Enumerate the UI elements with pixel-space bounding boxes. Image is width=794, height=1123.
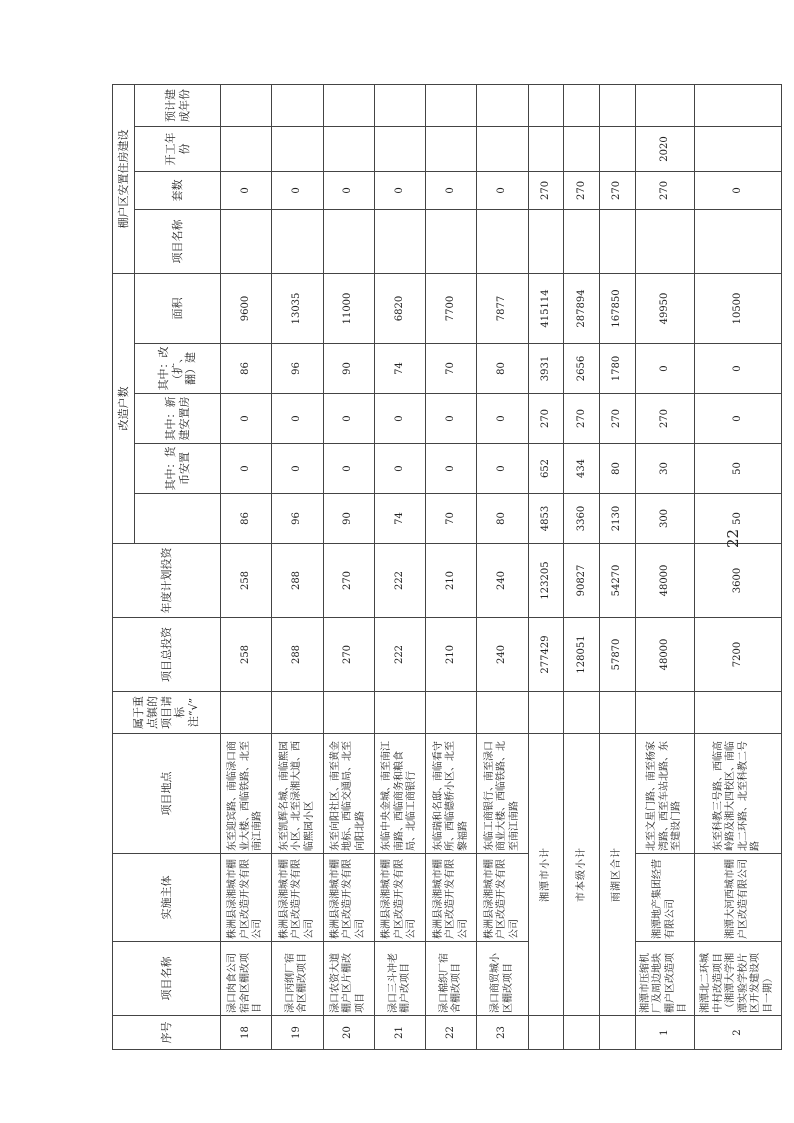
cell-location: 东临瑞和名邸、南临看守所、西临德桥小区、北至黎福路 bbox=[426, 734, 477, 854]
cell-area: 9600 bbox=[221, 273, 272, 343]
cell-total: 240 bbox=[477, 618, 528, 692]
cell-finish-year bbox=[635, 84, 694, 126]
subtotal-sets: 270 bbox=[528, 171, 564, 209]
cell-seq: 21 bbox=[374, 1016, 425, 1050]
subtotal-label: 市本级小计 bbox=[564, 734, 600, 1016]
cell-new-build: 0 bbox=[426, 394, 477, 444]
subtotal-annual: 90827 bbox=[564, 544, 600, 618]
cell-resettle-name bbox=[600, 209, 636, 273]
subtotal-monetary: 652 bbox=[528, 444, 564, 494]
header-location: 项目地点 bbox=[113, 734, 221, 854]
cell-households: 50 bbox=[694, 494, 781, 544]
header-resettle-name: 项目名称 bbox=[135, 209, 221, 273]
cell-resettle-name bbox=[564, 209, 600, 273]
cell-finish-year bbox=[600, 84, 636, 126]
cell-resettle-name bbox=[426, 209, 477, 273]
subtotal-renovate: 2656 bbox=[564, 344, 600, 394]
cell-key-town bbox=[528, 692, 564, 734]
cell-new-build: 0 bbox=[221, 394, 272, 444]
cell-finish-year bbox=[221, 84, 272, 126]
cell-total: 48000 bbox=[635, 618, 694, 692]
cell-seq bbox=[600, 1016, 636, 1050]
table-row bbox=[694, 84, 781, 1049]
cell-sets: 0 bbox=[323, 171, 374, 209]
subtotal-monetary: 80 bbox=[600, 444, 636, 494]
subtotal-label: 雨湖区合计 bbox=[600, 734, 636, 1016]
cell-new-build: 0 bbox=[477, 394, 528, 444]
subtotal-total: 277429 bbox=[528, 618, 564, 692]
cell-location: 东至凯辉名城、南临熙园小区、北至渌湘大道、西临熙园小区 bbox=[272, 734, 323, 854]
cell-finish-year bbox=[694, 84, 781, 126]
cell-location: 东临工商银行、南至渌口商业大楼、西临铁路、北至南江南路 bbox=[477, 734, 528, 854]
cell-key-town bbox=[272, 692, 323, 734]
subtotal-households: 2130 bbox=[600, 494, 636, 544]
cell-sets: 270 bbox=[635, 171, 694, 209]
subtotal-row bbox=[564, 84, 600, 1049]
header-sets: 套数 bbox=[135, 171, 221, 209]
cell-annual: 270 bbox=[323, 544, 374, 618]
cell-seq: 19 bbox=[272, 1016, 323, 1050]
cell-households: 80 bbox=[477, 494, 528, 544]
header-area: 面积 bbox=[135, 273, 221, 343]
rotated-table-wrapper bbox=[112, 85, 782, 1050]
cell-start-year bbox=[426, 126, 477, 171]
cell-finish-year bbox=[272, 84, 323, 126]
cell-owner: 株洲县渌湘城市棚户区改造开发有限公司 bbox=[323, 854, 374, 942]
cell-seq: 22 bbox=[426, 1016, 477, 1050]
cell-area: 13035 bbox=[272, 273, 323, 343]
subtotal-new-build: 270 bbox=[564, 394, 600, 444]
cell-key-town bbox=[635, 692, 694, 734]
subtotal-annual: 123205 bbox=[528, 544, 564, 618]
cell-renovate: 90 bbox=[323, 344, 374, 394]
cell-finish-year bbox=[477, 84, 528, 126]
subtotal-total: 128051 bbox=[564, 618, 600, 692]
cell-monetary: 0 bbox=[221, 444, 272, 494]
cell-annual: 210 bbox=[426, 544, 477, 618]
cell-new-build: 0 bbox=[272, 394, 323, 444]
subtotal-renovate: 3931 bbox=[528, 344, 564, 394]
subtotal-new-build: 270 bbox=[600, 394, 636, 444]
cell-finish-year bbox=[323, 84, 374, 126]
project-table bbox=[112, 84, 782, 1050]
cell-start-year bbox=[694, 126, 781, 171]
cell-name: 湘潭市压缩机厂及周边地块棚户区改造项目 bbox=[635, 942, 694, 1016]
cell-name: 渌口农资大道棚户区片棚改项目 bbox=[323, 942, 374, 1016]
header-owner: 实施主体 bbox=[113, 854, 221, 942]
cell-area: 7877 bbox=[477, 273, 528, 343]
cell-resettle-name bbox=[323, 209, 374, 273]
table-row bbox=[477, 84, 528, 1049]
cell-key-town bbox=[426, 692, 477, 734]
cell-new-build: 0 bbox=[374, 394, 425, 444]
cell-seq: 1 bbox=[635, 1016, 694, 1050]
header-households-group: 改造户数 bbox=[113, 273, 135, 543]
page-number: 22 bbox=[724, 528, 742, 548]
cell-location: 东至迎宾路、南临渌口商业大楼、西临铁路、北至南江南路 bbox=[221, 734, 272, 854]
cell-sets: 0 bbox=[221, 171, 272, 209]
cell-renovate: 0 bbox=[694, 344, 781, 394]
header-key-town: 属于重点镇的项目请标注“√” bbox=[113, 692, 221, 734]
header-total-investment: 项目总投资 bbox=[113, 618, 221, 692]
cell-start-year: 2020 bbox=[635, 126, 694, 171]
cell-monetary: 30 bbox=[635, 444, 694, 494]
cell-name: 渌口棉织厂宿舍棚改项目 bbox=[426, 942, 477, 1016]
cell-resettle-name bbox=[477, 209, 528, 273]
cell-name: 渌口商贸城小区棚改项目 bbox=[477, 942, 528, 1016]
subtotal-new-build: 270 bbox=[528, 394, 564, 444]
header-resettle-group: 棚户区安置住房建设 bbox=[113, 84, 135, 273]
header-name: 项目名称 bbox=[113, 942, 221, 1016]
cell-owner: 株洲县渌湘城市棚户区改造开发有限公司 bbox=[272, 854, 323, 942]
cell-key-town bbox=[374, 692, 425, 734]
cell-renovate: 74 bbox=[374, 344, 425, 394]
cell-seq: 2 bbox=[694, 1016, 781, 1050]
header-annual-investment: 年度计划投资 bbox=[113, 544, 221, 618]
cell-start-year bbox=[600, 126, 636, 171]
cell-resettle-name bbox=[635, 209, 694, 273]
cell-start-year bbox=[272, 126, 323, 171]
cell-key-town bbox=[694, 692, 781, 734]
cell-seq bbox=[528, 1016, 564, 1050]
cell-households: 300 bbox=[635, 494, 694, 544]
table-row bbox=[323, 84, 374, 1049]
cell-seq: 23 bbox=[477, 1016, 528, 1050]
cell-renovate: 70 bbox=[426, 344, 477, 394]
subtotal-sets: 270 bbox=[564, 171, 600, 209]
cell-new-build: 0 bbox=[323, 394, 374, 444]
cell-sets: 0 bbox=[694, 171, 781, 209]
cell-new-build: 270 bbox=[635, 394, 694, 444]
subtotal-label: 湘潭市小计 bbox=[528, 734, 564, 1016]
header-start-year: 开工年份 bbox=[135, 126, 221, 171]
cell-households: 86 bbox=[221, 494, 272, 544]
cell-total: 288 bbox=[272, 618, 323, 692]
header-renovate: 其中：改（扩、翻）建 bbox=[135, 344, 221, 394]
table-row bbox=[221, 84, 272, 1049]
cell-seq bbox=[564, 1016, 600, 1050]
cell-key-town bbox=[477, 692, 528, 734]
table-row bbox=[272, 84, 323, 1049]
header-new-build: 其中：新建安置房 bbox=[135, 394, 221, 444]
cell-seq: 18 bbox=[221, 1016, 272, 1050]
cell-annual: 3600 bbox=[694, 544, 781, 618]
cell-total: 258 bbox=[221, 618, 272, 692]
cell-renovate: 0 bbox=[635, 344, 694, 394]
header-monetary: 其中：货币安置 bbox=[135, 444, 221, 494]
cell-start-year bbox=[374, 126, 425, 171]
cell-monetary: 0 bbox=[272, 444, 323, 494]
cell-total: 7200 bbox=[694, 618, 781, 692]
cell-location: 东至科教三号路、西临高岭路及湘大四校区、南临北二环路、北至科教二号路 bbox=[694, 734, 781, 854]
cell-finish-year bbox=[528, 84, 564, 126]
cell-area: 6820 bbox=[374, 273, 425, 343]
cell-resettle-name bbox=[221, 209, 272, 273]
subtotal-annual: 54270 bbox=[600, 544, 636, 618]
subtotal-sets: 270 bbox=[600, 171, 636, 209]
cell-sets: 0 bbox=[426, 171, 477, 209]
cell-resettle-name bbox=[374, 209, 425, 273]
subtotal-area: 287894 bbox=[564, 273, 600, 343]
cell-sets: 0 bbox=[477, 171, 528, 209]
cell-monetary: 0 bbox=[426, 444, 477, 494]
cell-renovate: 80 bbox=[477, 344, 528, 394]
cell-start-year bbox=[564, 126, 600, 171]
subtotal-row bbox=[600, 84, 636, 1049]
cell-location: 北至文星门路、南至杨家湾路、西至车站北路、东至建设门路 bbox=[635, 734, 694, 854]
cell-total: 222 bbox=[374, 618, 425, 692]
cell-key-town bbox=[323, 692, 374, 734]
table-row bbox=[635, 84, 694, 1049]
subtotal-monetary: 434 bbox=[564, 444, 600, 494]
subtotal-households: 4853 bbox=[528, 494, 564, 544]
cell-total: 270 bbox=[323, 618, 374, 692]
cell-area: 49950 bbox=[635, 273, 694, 343]
cell-monetary: 0 bbox=[323, 444, 374, 494]
cell-annual: 48000 bbox=[635, 544, 694, 618]
cell-resettle-name bbox=[272, 209, 323, 273]
subtotal-renovate: 1780 bbox=[600, 344, 636, 394]
cell-annual: 222 bbox=[374, 544, 425, 618]
subtotal-row bbox=[528, 84, 564, 1049]
cell-name: 渌口三斗冲老棚户改项目 bbox=[374, 942, 425, 1016]
cell-name: 渌口肉食公司宿舍区棚改项目 bbox=[221, 942, 272, 1016]
cell-monetary: 0 bbox=[477, 444, 528, 494]
header-households-total bbox=[135, 494, 221, 544]
cell-start-year bbox=[323, 126, 374, 171]
cell-key-town bbox=[221, 692, 272, 734]
cell-annual: 258 bbox=[221, 544, 272, 618]
header-seq: 序号 bbox=[113, 1016, 221, 1050]
cell-finish-year bbox=[564, 84, 600, 126]
cell-key-town bbox=[564, 692, 600, 734]
cell-location: 东临中央金城、南至南江南路、西临商务和粮食局、北临工商银行 bbox=[374, 734, 425, 854]
cell-households: 70 bbox=[426, 494, 477, 544]
cell-resettle-name bbox=[694, 209, 781, 273]
cell-start-year bbox=[477, 126, 528, 171]
cell-start-year bbox=[528, 126, 564, 171]
cell-finish-year bbox=[426, 84, 477, 126]
table-row bbox=[374, 84, 425, 1049]
cell-total: 210 bbox=[426, 618, 477, 692]
header-finish-year: 预计建成年份 bbox=[135, 84, 221, 126]
cell-households: 96 bbox=[272, 494, 323, 544]
cell-renovate: 96 bbox=[272, 344, 323, 394]
cell-area: 10500 bbox=[694, 273, 781, 343]
cell-owner: 株洲县渌湘城市棚户区改造开发有限公司 bbox=[426, 854, 477, 942]
cell-resettle-name bbox=[528, 209, 564, 273]
cell-annual: 240 bbox=[477, 544, 528, 618]
table-row bbox=[426, 84, 477, 1049]
cell-name: 渌口丙纲厂宿舍区棚改项目 bbox=[272, 942, 323, 1016]
cell-start-year bbox=[221, 126, 272, 171]
subtotal-total: 57870 bbox=[600, 618, 636, 692]
cell-key-town bbox=[600, 692, 636, 734]
cell-area: 11000 bbox=[323, 273, 374, 343]
cell-seq: 20 bbox=[323, 1016, 374, 1050]
cell-location: 东至向阳社区、南至黄金地标、西临交通局、北至向阳北路 bbox=[323, 734, 374, 854]
cell-owner: 株洲县渌湘城市棚户区改造开发有限公司 bbox=[477, 854, 528, 942]
cell-households: 90 bbox=[323, 494, 374, 544]
cell-sets: 0 bbox=[374, 171, 425, 209]
subtotal-households: 3360 bbox=[564, 494, 600, 544]
cell-households: 74 bbox=[374, 494, 425, 544]
cell-monetary: 50 bbox=[694, 444, 781, 494]
subtotal-area: 167850 bbox=[600, 273, 636, 343]
cell-annual: 288 bbox=[272, 544, 323, 618]
cell-owner: 湘潭大河西城市棚户区改造有限公司 bbox=[694, 854, 781, 942]
cell-name: 湘潭北二环城中村改造项目（湘潭大学湘潭实验学校片区开发建设项目一期） bbox=[694, 942, 781, 1016]
cell-owner: 株洲县渌湘城市棚户区改造开发有限公司 bbox=[374, 854, 425, 942]
cell-sets: 0 bbox=[272, 171, 323, 209]
cell-renovate: 86 bbox=[221, 344, 272, 394]
cell-monetary: 0 bbox=[374, 444, 425, 494]
cell-new-build: 0 bbox=[694, 394, 781, 444]
cell-finish-year bbox=[374, 84, 425, 126]
subtotal-area: 415114 bbox=[528, 273, 564, 343]
cell-owner: 湘潭地产集团经营有限公司 bbox=[635, 854, 694, 942]
cell-area: 7700 bbox=[426, 273, 477, 343]
cell-owner: 株洲县渌湘城市棚户区改造开发有限公司 bbox=[221, 854, 272, 942]
